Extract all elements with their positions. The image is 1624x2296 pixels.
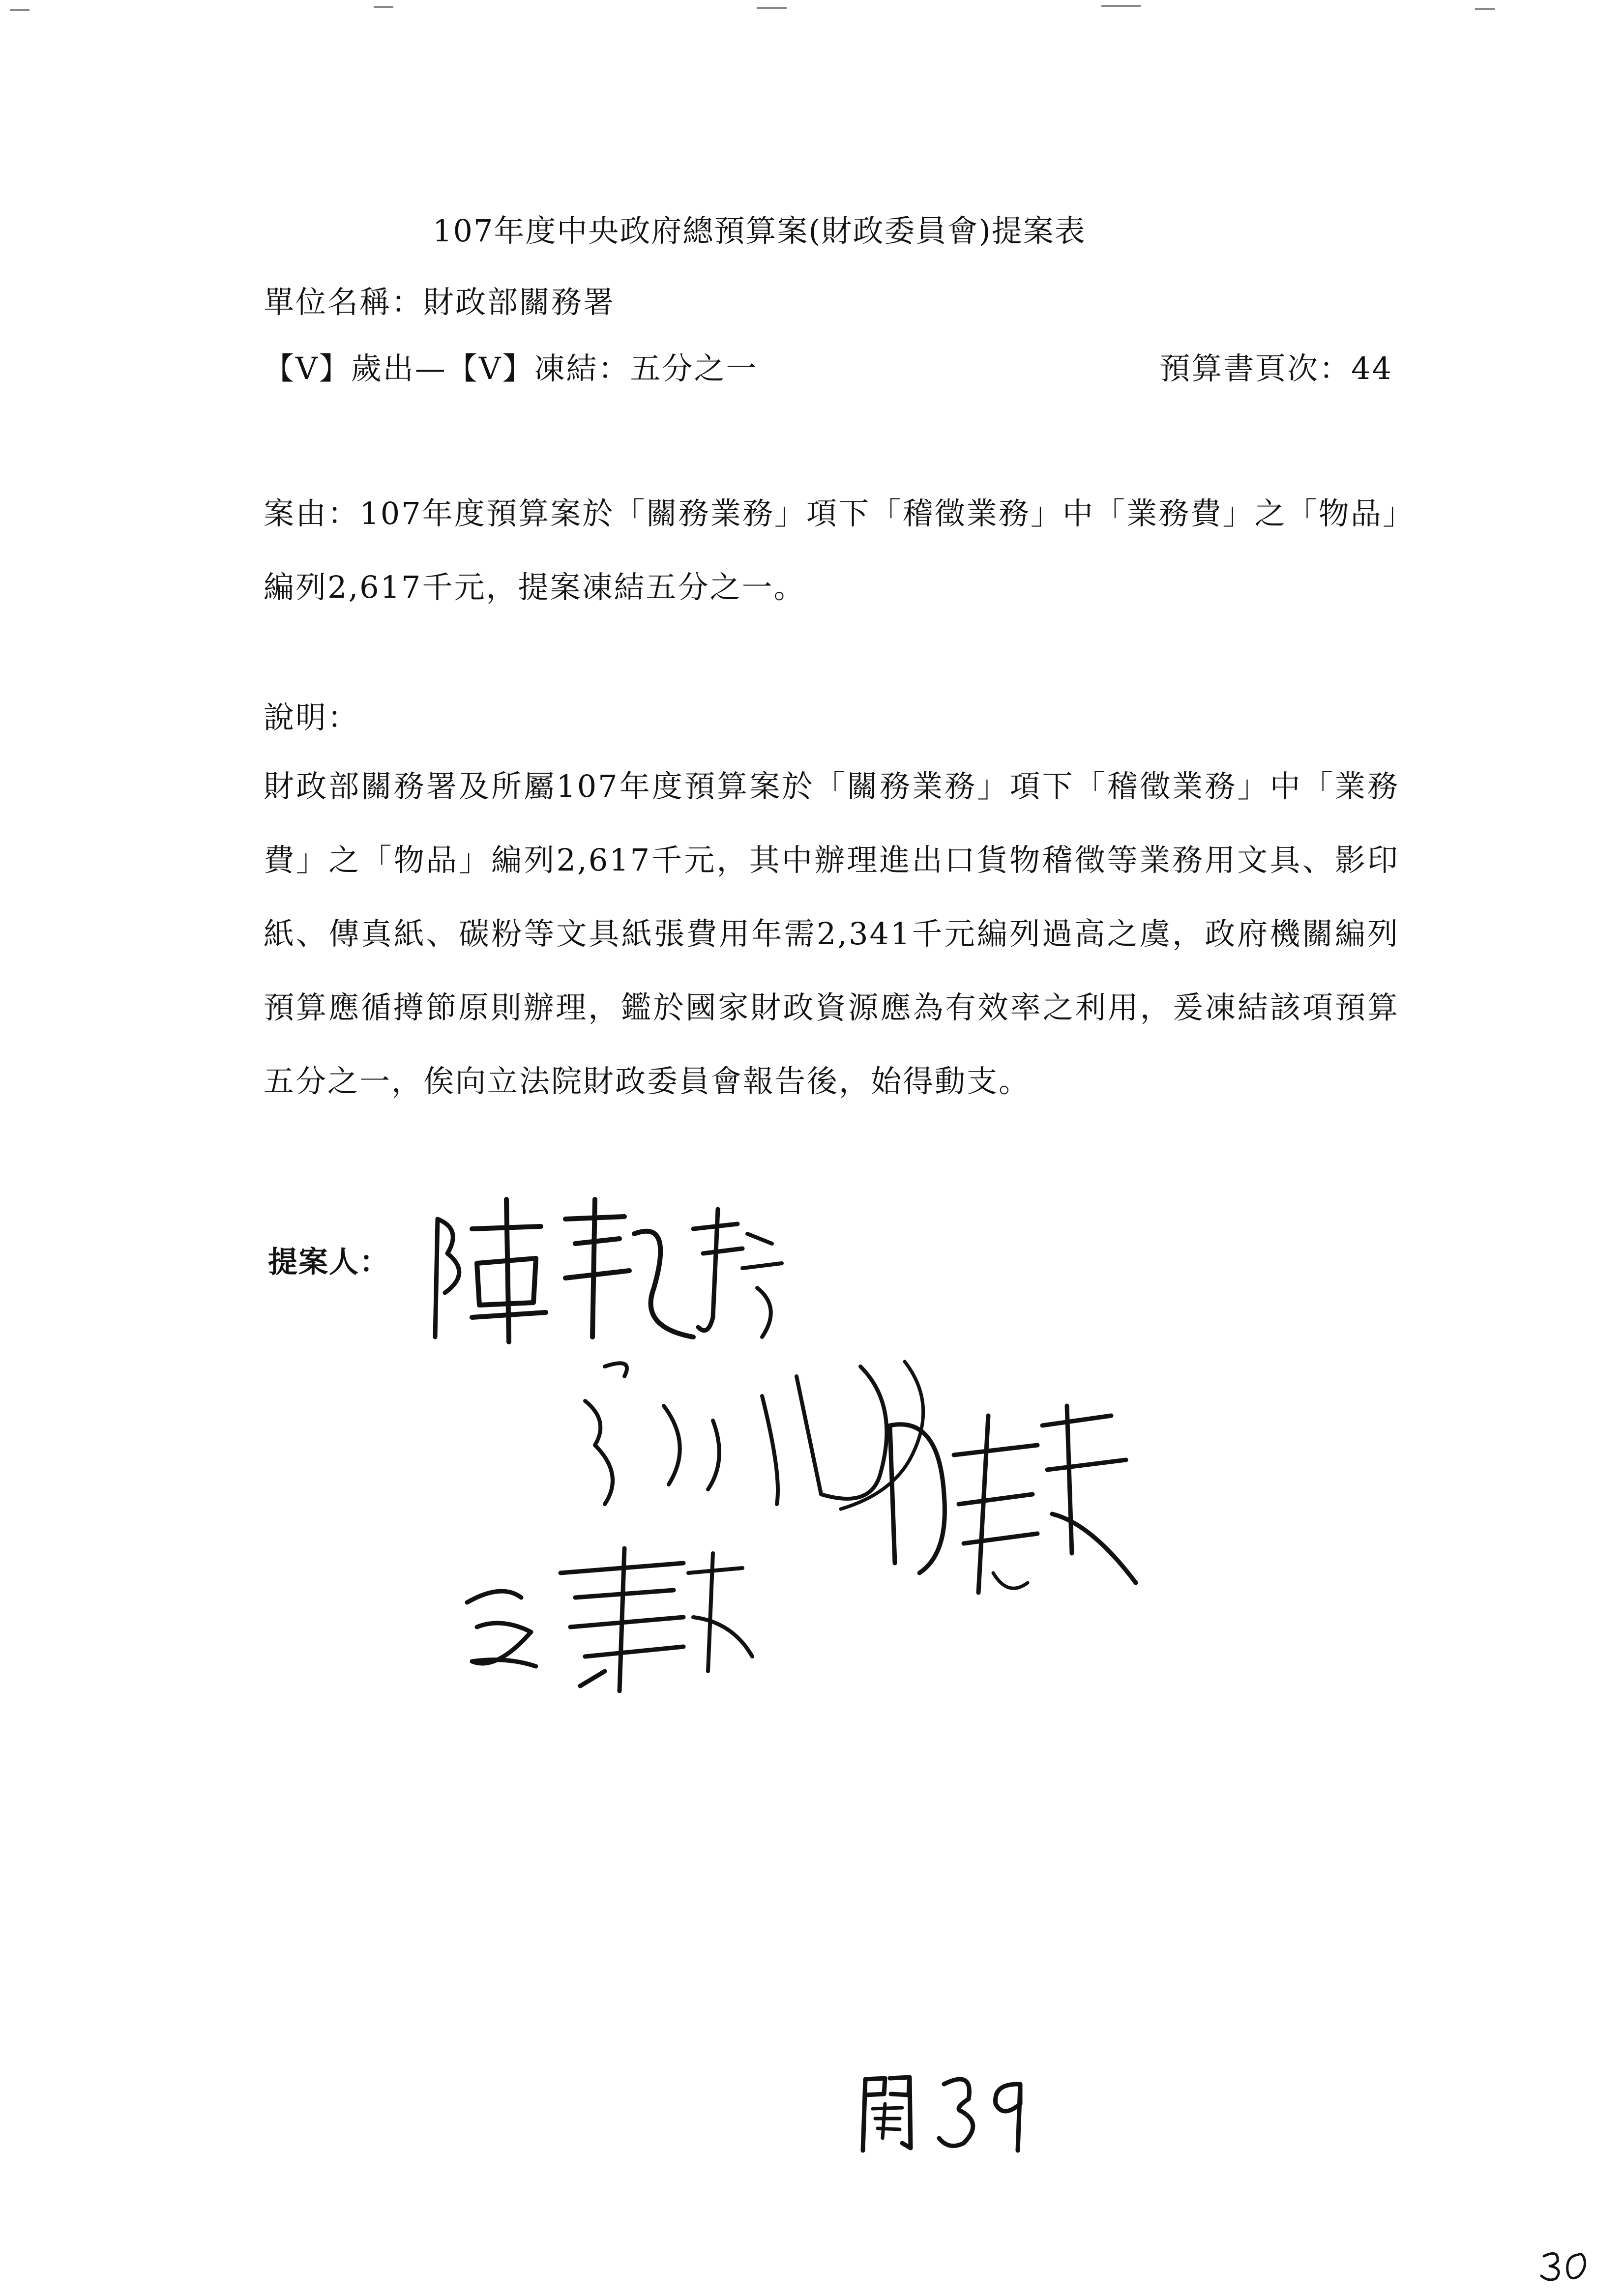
signature-3 [880, 1396, 1146, 1602]
freeze-line: 【V】歲出—【V】凍結：五分之一 [264, 350, 758, 386]
signature-chen-lai-su-mei [418, 1190, 792, 1352]
proposer-label: 提案人： [268, 1245, 390, 1279]
budget-page-reference: 預算書頁次：44 [1159, 350, 1393, 386]
explanation-heading: 說明： [264, 699, 360, 735]
unit-name: 單位名稱：財政部關務署 [264, 284, 616, 320]
document-title: 107年度中央政府總預算案(財政委員會)提案表 [433, 213, 1086, 249]
handwritten-page-mark [856, 2064, 1042, 2153]
reason-paragraph: 案由：107年度預算案於「關務業務」項下「稽徵業務」中「業務費」之「物品」編列2,617千元，提案凍結五分之一。 [264, 495, 1399, 605]
explanation-paragraph: 財政部關務署及所屬107年度預算案於「關務業務」項下「稽徵業務」中「業務費」之「物品」編列2,617千元，其中辦理進出口貨物稽徵等業務用文具、影印紙、傳真紙、碳粉等文具紙張費用年需2,341千元編列過高之虞，政府機關編列預算應循撙節原則辦理，鑑於國家財政資源應為有效率之利用，爰凍結該項預算五分之一，俟向立法院財政委員會報告後，始得動支。 [264, 768, 1399, 1099]
handwritten-page-number [1539, 2249, 1593, 2283]
signature-4 [457, 1543, 762, 1691]
scan-edge-marks [0, 0, 1624, 20]
